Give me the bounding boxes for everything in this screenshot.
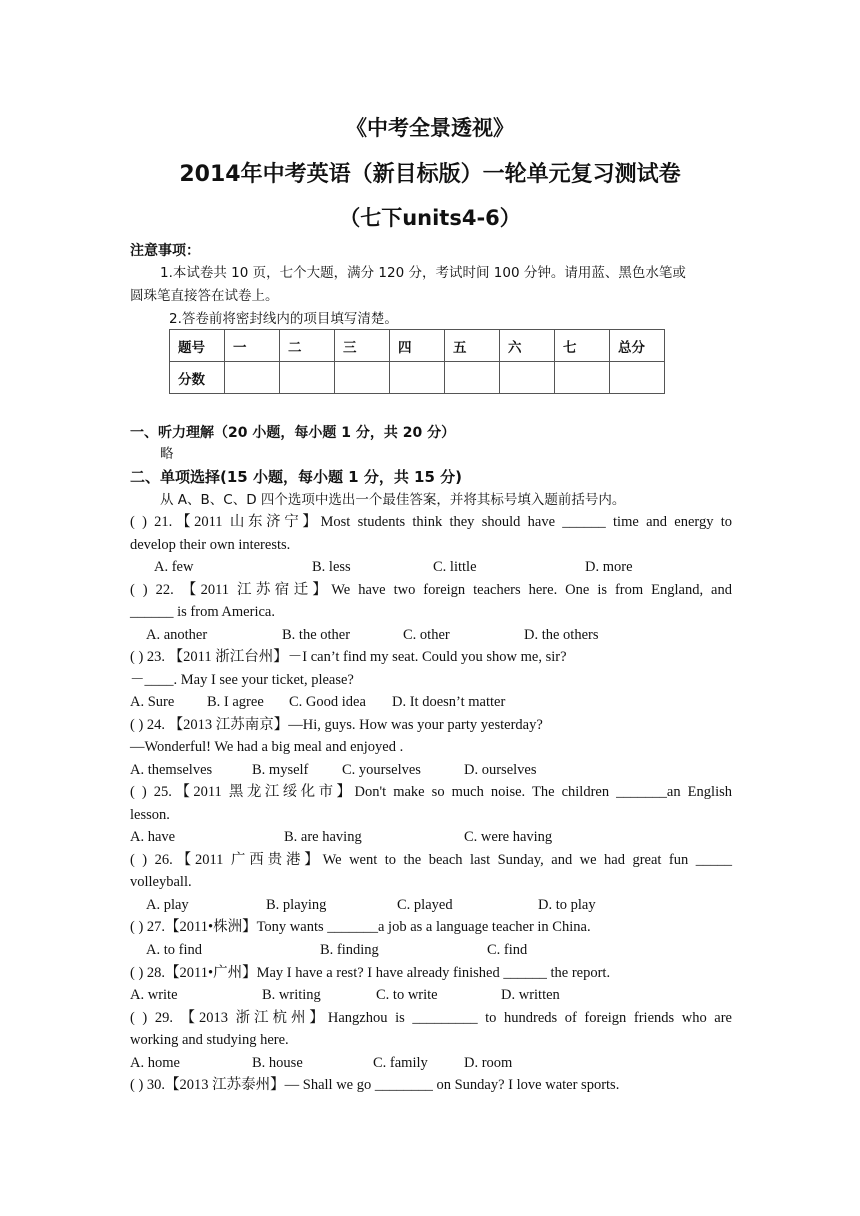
question-23-line-1: ( ) 23. 【2011 浙江台州】－I can’t find my seat. Could you show me, sir? bbox=[130, 649, 567, 665]
q28-option-b[interactable]: B. writing bbox=[262, 987, 321, 1003]
q22-option-a[interactable]: A. another bbox=[146, 627, 208, 643]
notice-heading: 注意事项： bbox=[130, 243, 200, 259]
score-cell[interactable] bbox=[390, 362, 445, 394]
score-row-label: 分数 bbox=[170, 362, 225, 394]
score-header-cell: 五 bbox=[445, 330, 500, 362]
score-cell[interactable] bbox=[610, 362, 665, 394]
question-28-line-1: ( ) 28.【2011•广州】May I have a rest? I have already finished ______ the report. bbox=[130, 965, 611, 981]
q27-option-a[interactable]: A. to find bbox=[146, 942, 202, 958]
question-22-line-1: ( ) 22. 【2011 江苏宿迁】We have two foreign teachers here. One is from England, and bbox=[130, 582, 732, 598]
notice-item-1b: 圆珠笔直接答在试卷上。 bbox=[130, 288, 279, 304]
question-27-line-1: ( ) 27.【2011•株洲】Tony wants _______a job as a language teacher in China. bbox=[130, 919, 591, 935]
question-30-line-1: ( ) 30.【2013 江苏泰州】— Shall we go ________ on Sunday? I love water sports. bbox=[130, 1077, 620, 1093]
question-21-line-1: ( ) 21.【2011 山东济宁】Most students think they should have ______ time and energy to bbox=[130, 514, 732, 530]
q25-option-c[interactable]: C. were having bbox=[464, 829, 553, 845]
q28-option-c[interactable]: C. to write bbox=[376, 987, 438, 1003]
score-header-cell: 二 bbox=[280, 330, 335, 362]
q29-option-c[interactable]: C. family bbox=[373, 1055, 428, 1071]
question-26-line-1: ( ) 26.【2011 广西贵港】We went to the beach last Sunday, and we had great fun _____ bbox=[130, 852, 732, 868]
q26-option-c[interactable]: C. played bbox=[397, 897, 453, 913]
q25-option-a[interactable]: A. have bbox=[130, 829, 176, 845]
score-cell[interactable] bbox=[335, 362, 390, 394]
score-cell[interactable] bbox=[500, 362, 555, 394]
q21-option-a[interactable]: A. few bbox=[154, 559, 194, 575]
q26-option-a[interactable]: A. play bbox=[146, 897, 189, 913]
q23-option-a[interactable]: A. Sure bbox=[130, 694, 175, 710]
question-25-line-1: ( ) 25.【2011 黑龙江绥化市】Don't make so much noise. The children _______an English bbox=[130, 784, 732, 800]
section1-note: 略 bbox=[160, 446, 174, 462]
q29-option-d[interactable]: D. room bbox=[464, 1055, 513, 1071]
section2-instruction: 从 A、B、C、D 四个选项中选出一个最佳答案，并将其标号填入题前括号内。 bbox=[160, 492, 626, 508]
q21-option-b[interactable]: B. less bbox=[312, 559, 351, 575]
question-21-line-2: develop their own interests. bbox=[130, 537, 291, 553]
section1-heading: 一、听力理解（20 小题，每小题 1 分，共 20 分） bbox=[130, 425, 456, 441]
q29-option-a[interactable]: A. home bbox=[130, 1055, 180, 1071]
question-24-line-1: ( ) 24. 【2013 江苏南京】—Hi, guys. How was your party yesterday? bbox=[130, 717, 543, 733]
score-header-cell: 总分 bbox=[610, 330, 665, 362]
q28-option-a[interactable]: A. write bbox=[130, 987, 178, 1003]
q23-option-d[interactable]: D. It doesn’t matter bbox=[392, 694, 506, 710]
score-header-cell: 一 bbox=[225, 330, 280, 362]
q22-option-c[interactable]: C. other bbox=[403, 627, 450, 643]
score-header-cell: 三 bbox=[335, 330, 390, 362]
title-line-3: （七下units4-6） bbox=[339, 206, 521, 230]
q27-option-c[interactable]: C. find bbox=[487, 942, 528, 958]
q26-option-b[interactable]: B. playing bbox=[266, 897, 327, 913]
q21-option-d[interactable]: D. more bbox=[585, 559, 633, 575]
notice-item-1a: 1.本试卷共 10 页，七个大题，满分 120 分，考试时间 100 分钟。请用蓝、黑色水笔或 bbox=[160, 265, 686, 281]
q21-option-c[interactable]: C. little bbox=[433, 559, 477, 575]
q23-option-c[interactable]: C. Good idea bbox=[289, 694, 366, 710]
question-24-line-2: —Wonderful! We had a big meal and enjoyed . bbox=[130, 739, 404, 755]
q29-option-b[interactable]: B. house bbox=[252, 1055, 303, 1071]
q24-option-c[interactable]: C. yourselves bbox=[342, 762, 421, 778]
q22-option-d[interactable]: D. the others bbox=[524, 627, 599, 643]
score-table-header-row bbox=[170, 330, 665, 362]
score-header-cell: 题号 bbox=[170, 330, 225, 362]
question-25-line-2: lesson. bbox=[130, 807, 170, 823]
score-header-cell: 七 bbox=[555, 330, 610, 362]
score-table-score-row bbox=[170, 362, 665, 394]
question-26-line-2: volleyball. bbox=[130, 874, 192, 890]
question-29-line-1: ( ) 29. 【2013 浙江杭州】Hangzhou is _________ to hundreds of foreign friends who are bbox=[130, 1010, 732, 1026]
q23-option-b[interactable]: B. I agree bbox=[207, 694, 264, 710]
title-line-2: 2014年中考英语（新目标版）一轮单元复习测试卷 bbox=[179, 162, 681, 187]
question-22-line-2: ______ is from America. bbox=[130, 604, 275, 620]
score-cell[interactable] bbox=[225, 362, 280, 394]
score-cell[interactable] bbox=[445, 362, 500, 394]
score-header-cell: 六 bbox=[500, 330, 555, 362]
question-29-line-2: working and studying here. bbox=[130, 1032, 289, 1048]
q24-option-b[interactable]: B. myself bbox=[252, 762, 309, 778]
q24-option-d[interactable]: D. ourselves bbox=[464, 762, 537, 778]
q28-option-d[interactable]: D. written bbox=[501, 987, 560, 1003]
q24-option-a[interactable]: A. themselves bbox=[130, 762, 213, 778]
q27-option-b[interactable]: B. finding bbox=[320, 942, 379, 958]
score-cell[interactable] bbox=[280, 362, 335, 394]
score-table bbox=[169, 329, 665, 394]
q26-option-d[interactable]: D. to play bbox=[538, 897, 596, 913]
q22-option-b[interactable]: B. the other bbox=[282, 627, 351, 643]
title-line-1: 《中考全景透视》 bbox=[346, 116, 514, 140]
score-header-cell: 四 bbox=[390, 330, 445, 362]
q25-option-b[interactable]: B. are having bbox=[284, 829, 362, 845]
notice-item-2: 2.答卷前将密封线内的项目填写清楚。 bbox=[169, 311, 398, 327]
section2-heading: 二、单项选择(15 小题，每小题 1 分，共 15 分) bbox=[130, 468, 463, 486]
question-23-line-2: －____. May I see your ticket, please? bbox=[130, 672, 354, 688]
score-cell[interactable] bbox=[555, 362, 610, 394]
